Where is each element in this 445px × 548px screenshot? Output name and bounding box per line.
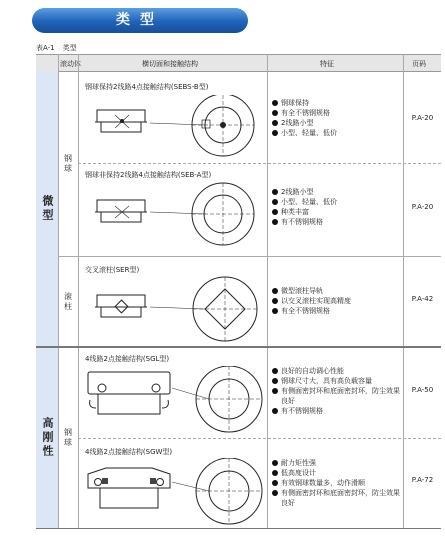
- feature-item: 钢球尺寸大，具有高负载容量: [272, 376, 400, 386]
- header-structure: 横切面和接触结构: [142, 60, 198, 68]
- sub-label-roller: 滚柱: [63, 291, 73, 312]
- feature-item: 2线路小型: [272, 118, 400, 128]
- feature-item: 2线路小型: [272, 187, 400, 197]
- ser-diagram: [95, 275, 260, 343]
- sub-label-ball-2: 钢球: [63, 427, 73, 448]
- feature-item: 微型滚柱导轨: [272, 286, 400, 296]
- section-banner: 类型: [32, 8, 248, 33]
- page-ref[interactable]: P.A-50: [411, 386, 434, 394]
- header-rolling: 滚动体: [60, 60, 81, 68]
- feature-item: 有全不锈钢规格: [272, 108, 400, 118]
- sub-cell-ball-1: [58, 71, 78, 256]
- features-list: [272, 98, 400, 138]
- sgw-diagram: [86, 458, 266, 526]
- features-list: [272, 286, 400, 316]
- divider: [403, 54, 404, 528]
- feature-item: 低高度设计: [272, 468, 400, 478]
- group-cell-micro: [36, 71, 58, 346]
- feature-item: 以交叉滚柱实现高精度: [272, 296, 400, 306]
- page-ref[interactable]: P.A-42: [411, 295, 434, 303]
- divider: [78, 54, 79, 528]
- sub-cell-roller: [58, 257, 78, 346]
- sub-label-ball-1: 钢球: [63, 153, 73, 174]
- header-features: 特征: [320, 60, 334, 68]
- divider: [78, 163, 441, 164]
- table-caption: [36, 43, 77, 53]
- feature-item: 耐力矩性强: [272, 458, 400, 468]
- table-number: 表A-1: [36, 44, 55, 52]
- feature-item: 良好的自动调心性能: [272, 366, 400, 376]
- row-title-ser: 交叉滚柱(SER型): [85, 266, 140, 274]
- row-title-sgl: 4线路2点接触结构(SGL型): [85, 355, 170, 363]
- features-list: [272, 366, 400, 416]
- row-title-sgw: 4线路2点接触结构(SGW型): [85, 448, 173, 456]
- feature-item: 种类丰富: [272, 207, 400, 217]
- divider: [58, 256, 441, 257]
- feature-item: 小型、轻量、低价: [272, 197, 400, 207]
- feature-item: 有效钢球数量多，动作滑顺: [272, 478, 400, 488]
- sgl-diagram: [86, 366, 266, 434]
- feature-item: 有全不锈钢规格: [272, 306, 400, 316]
- page-ref[interactable]: P.A-20: [411, 203, 434, 211]
- group-cell-highrigid: [36, 347, 58, 528]
- group-label-highrigid: 高刚性: [41, 416, 54, 459]
- row-title-seb-a: 钢球非保持2线路4点接触结构(SEB-A型): [85, 171, 212, 179]
- seb-a-diagram: [95, 182, 260, 248]
- sebs-b-diagram: [95, 95, 260, 159]
- divider: [58, 54, 59, 528]
- feature-item: 有不锈钢规格: [272, 406, 400, 416]
- feature-item: 有侧面密封环和底面密封环，防尘效果良好: [272, 488, 400, 508]
- divider: [267, 54, 268, 528]
- feature-item: 小型、轻量、低价: [272, 128, 400, 138]
- header-page: 页码: [412, 60, 426, 68]
- feature-item: 钢球保持: [272, 98, 400, 108]
- table-header: [36, 54, 441, 72]
- page-ref[interactable]: P.A-72: [411, 476, 434, 484]
- row-title-sebs-b: 钢球保持2线路4点接触结构(SEBS-B型): [85, 83, 209, 91]
- feature-item: 有不锈钢规格: [272, 217, 400, 227]
- divider: [36, 346, 441, 348]
- feature-item: 有侧面密封环和底面密封环，防尘效果良好: [272, 386, 400, 406]
- group-label-micro: 微型: [41, 194, 54, 223]
- table-caption-text: 类型: [62, 44, 77, 52]
- sub-cell-ball-2: [58, 347, 78, 528]
- features-list: [272, 187, 400, 227]
- page-ref[interactable]: P.A-20: [411, 114, 434, 122]
- divider: [36, 528, 441, 529]
- features-list: [272, 458, 400, 508]
- divider: [78, 438, 441, 439]
